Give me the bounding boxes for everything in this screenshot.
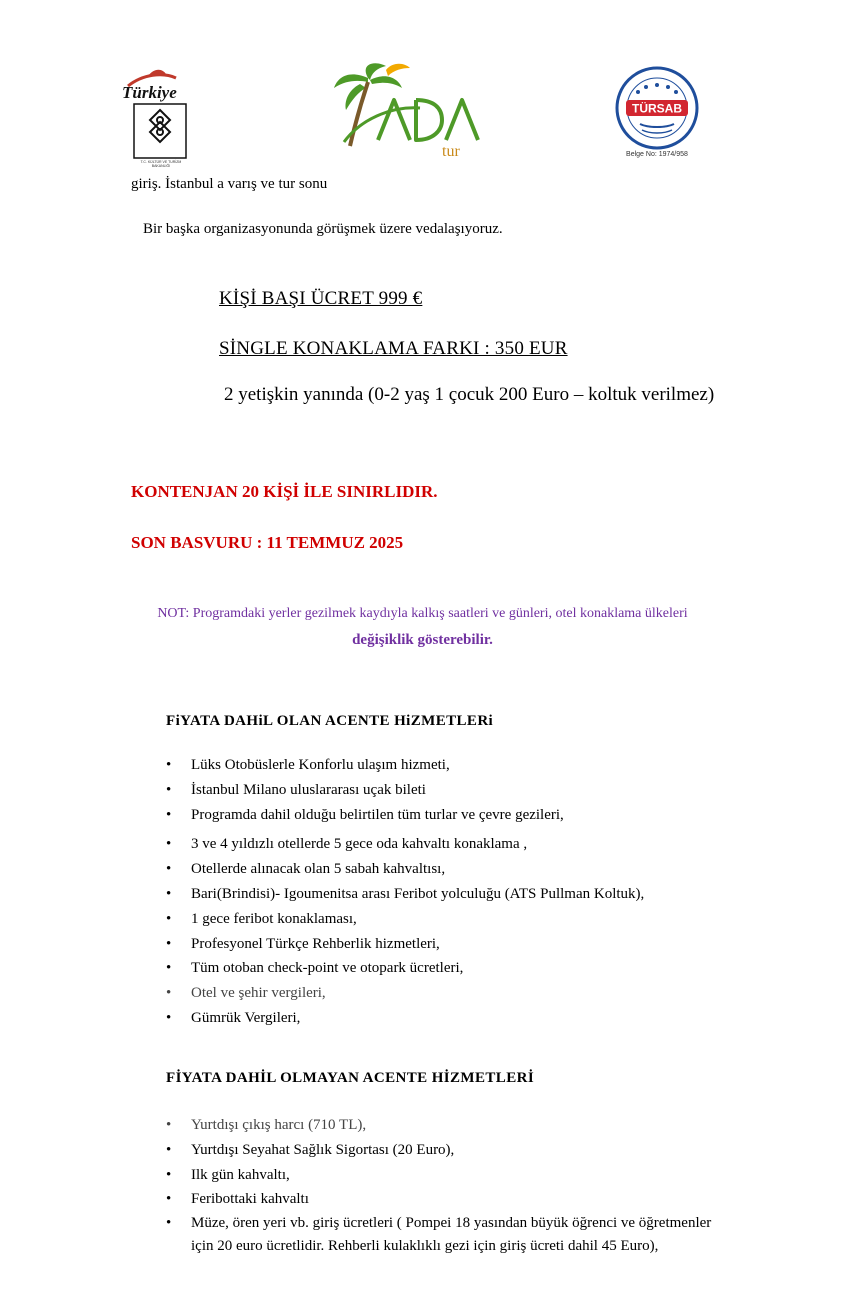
list-item: • Otel ve şehir vergileri,	[166, 981, 766, 1006]
list-item: • Programda dahil olduğu belirtilen tüm turlar ve çevre gezileri,	[166, 803, 766, 828]
svg-text:tur: tur	[442, 143, 460, 160]
quota-notice: KONTENJAN 20 KİŞİ İLE SINIRLIDIR.	[131, 482, 438, 501]
excluded-list	[166, 1113, 766, 1258]
included-list	[166, 753, 766, 1031]
list-item: • Tüm otoban check-point ve otopark ücretleri,	[166, 956, 766, 981]
list-item: • Müze, ören yeri vb. giriş ücretleri ( Pompei 18 yasından büyük öğrenci ve öğretmenler için 20 euro ücretlidir. Rehberli kulaklıklı gezi için giriş ücreti dahil 45 Euro),	[166, 1212, 721, 1258]
list-item: • 3 ve 4 yıldızlı otellerde 5 gece oda kahvaltı konaklama ,	[166, 832, 766, 857]
note-line-1: NOT: Programdaki yerler gezilmek kaydıyla kalkış saatleri ve günleri, otel konaklama ülkeleri	[157, 606, 688, 621]
single-supplement: SİNGLE KONAKLAMA FARKI : 350 EUR	[219, 338, 568, 359]
list-item: • Yurtdışı çıkış harcı (710 TL),	[166, 1113, 766, 1138]
included-title: FiYATA DAHiL OLAN ACENTE HiZMETLERi	[166, 713, 494, 729]
list-item: • Yurtdışı Seyahat Sağlık Sigortası (20 Euro),	[166, 1138, 766, 1163]
intro-line-2: Bir başka organizasyonunda görüşmek üzere vedalaşıyoruz.	[143, 221, 503, 237]
list-item: • İstanbul Milano uluslararası uçak bileti	[166, 778, 766, 803]
list-item: • Profesyonel Türkçe Rehberlik hizmetleri,	[166, 932, 766, 957]
note-line-2: değişiklik gösterebilir.	[352, 632, 493, 648]
turkiye-logo: Türkiye T.C. KÜLTÜR VE TURİZM BAKANLIĞI	[118, 64, 210, 159]
intro-line-1: giriş. İstanbul a varış ve tur sonu	[131, 176, 328, 192]
deadline-notice: SON BASVURU : 11 TEMMUZ 2025	[131, 533, 404, 552]
child-price: 2 yetişkin yanında (0-2 yaş 1 çocuk 200 Euro – koltuk verilmez)	[224, 384, 715, 405]
list-item: • Otellerde alınacak olan 5 sabah kahvaltısı,	[166, 857, 766, 882]
list-item: • Gümrük Vergileri,	[166, 1006, 766, 1031]
list-item: • Bari(Brindisi)- Igoumenitsa arası Feribot yolculuğu (ATS Pullman Koltuk),	[166, 882, 766, 907]
svg-text:TÜRSAB: TÜRSAB	[632, 101, 682, 116]
list-item: • Lüks Otobüslerle Konforlu ulaşım hizmeti,	[166, 753, 766, 778]
svg-text:Türkiye: Türkiye	[122, 83, 177, 102]
tursab-logo: TÜRSAB Belge No: 1974/958	[612, 66, 702, 164]
list-item: • Ilk gün kahvaltı,	[166, 1163, 766, 1188]
excluded-title: FİYATA DAHİL OLMAYAN ACENTE HİZMETLERİ	[166, 1070, 535, 1086]
list-item: • Feribottaki kahvaltı	[166, 1187, 766, 1212]
ada-tur-logo	[330, 60, 490, 160]
price-per-person: KİŞİ BAŞI ÜCRET 999 €	[219, 288, 423, 309]
list-item: • 1 gece feribot konaklaması,	[166, 907, 766, 932]
